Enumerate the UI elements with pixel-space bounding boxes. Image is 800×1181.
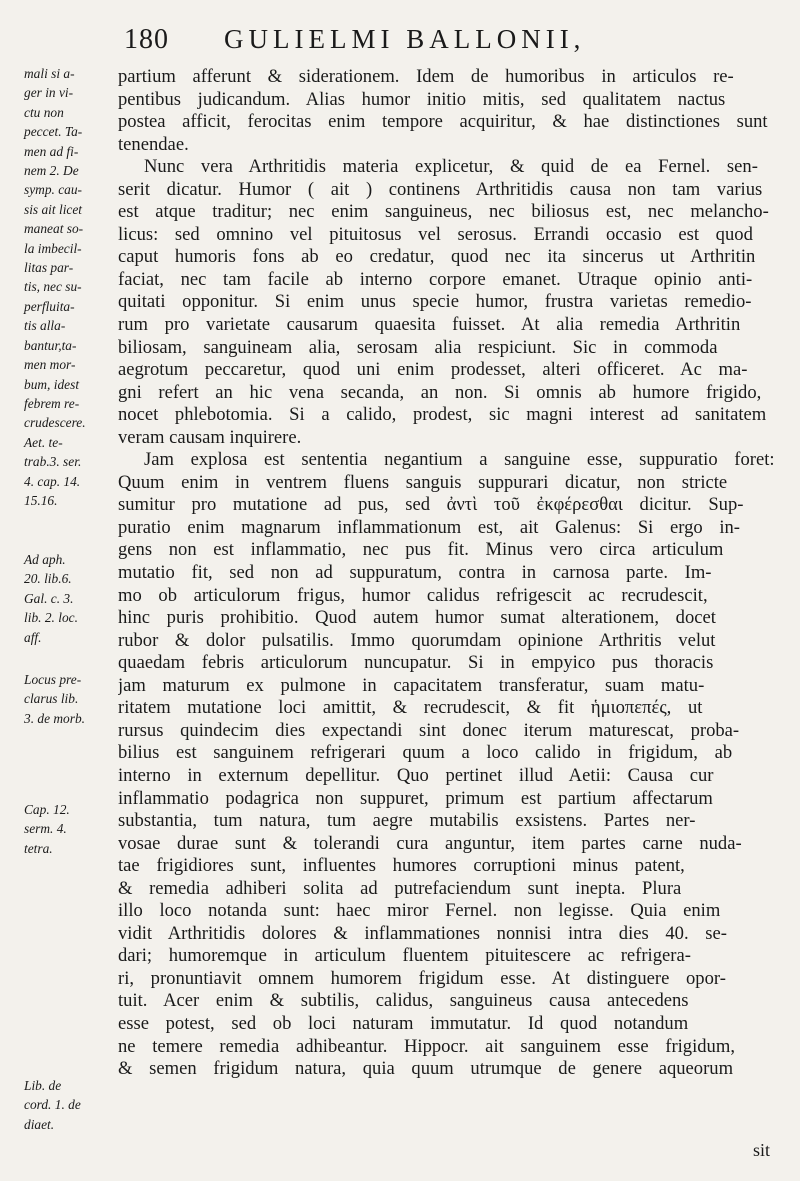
text-line: ritatem mutatione loci amittit, & recrudescit, & fit ἡμιοπεπές, ut [118, 697, 703, 719]
text-line: serit dicatur. Humor ( ait ) continens Arthritidis causa non tam varius [118, 178, 763, 200]
text-line: illo loco notanda sunt: haec miror Fernel. non legisse. Quia enim [118, 900, 721, 922]
margin-note: Locus pre- clarus lib. 3. de morb. [24, 672, 85, 726]
text-line: hinc puris prohibitio. Quod autem humor sumat alterationem, docet [118, 607, 716, 629]
margin-note: mali si a- ger in vi- ctu non peccet. Ta- men ad fi- nem 2. De symp. cau- sis ait licet maneat so- la imbecil- litas par- tis, nec su- perfluita- tis alla- bantur,ta- men mor- bum, idest febrem re- crudescere. Aet. te- trab.3. ser. 4. cap. 14. 15.16. [24, 66, 86, 508]
text-line: interno in externum depellitur. Quo pertinet illud Aetii: Causa cur [118, 764, 714, 786]
text-line: Quum enim in ventrem fluens sanguis suppurari dicatur, non stricte [118, 471, 728, 493]
text-line: substantia, tum natura, tum aegre mutabilis exsistens. Partes ner- [118, 810, 696, 832]
text-line: caput humoris fons ab eo credatur, quod nec ita sincerus ut Arthritin [118, 246, 756, 268]
text-line: ri, pronuntiavit omnem humorem frigidum esse. At distinguere opor- [118, 967, 726, 989]
text-line: rursus quindecim dies expectandi sint donec iterum maturescat, proba- [118, 719, 740, 741]
text-line: licus: sed omnino vel pituitosus vel serosus. Errandi occasio est quod [118, 223, 753, 245]
text-line: veram causam inquirere. [118, 426, 302, 448]
text-line: aegrotum peccaretur, quod uni enim prodesset, alteri officeret. Ac ma- [118, 359, 748, 381]
text-line: Nunc vera Arthritidis materia explicetur, & quid de ea Fernel. sen- [144, 156, 758, 178]
text-line: biliosam, sanguineam alia, serosam alia respiciunt. Sic in commoda [118, 336, 718, 358]
text-line: quaedam febris articulorum nuncupatur. Si in empyico pus thoracis [118, 652, 714, 674]
text-line [118, 1081, 778, 1104]
text-line: postea afficit, ferocitas enim tempore acquiritur, & hae distinctiones sunt [118, 111, 768, 133]
catchword: sit [752, 1140, 770, 1160]
text-line: tuit. Acer enim & subtilis, calidus, sanguineus causa antecedens [118, 990, 689, 1012]
text-line: vosae durae sunt & tolerandi cura anguntur, item partes carne nuda- [118, 832, 742, 854]
text-line: & semen frigidum natura, quia quum utrumque de genere aqueorum [118, 1058, 734, 1080]
margin-note: Ad aph. 20. lib.6. Gal. c. 3. lib. 2. loc. aff. [24, 552, 78, 645]
text-line: est atque traditur; nec enim sanguineus, nec biliosus est, nec melancho- [118, 201, 769, 223]
text-line: tenendae. [118, 133, 189, 155]
text-line: Jam explosa est sententia negantium a sanguine esse, suppuratio foret: [144, 449, 775, 471]
text-line: inflammatio podagrica non suppuret, primum est partium affectarum [118, 787, 713, 809]
text-line: ne temere remedia adhibeantur. Hippocr. ait sanguinem esse frigidum, [118, 1035, 735, 1057]
text-line: puratio enim magnarum inflammationum est, ait Galenus: Si ergo in- [118, 516, 740, 538]
page-number: 180 [124, 24, 169, 55]
text-line: tae frigidiores sunt, influentes humores corruptioni minus patent, [118, 855, 685, 877]
text-line: bilius est sanguinem refrigerari quum a loco calido in frigidum, ab [118, 742, 733, 764]
running-title: GULIELMI BALLONII, [224, 24, 586, 54]
text-line: faciat, nec tam facile ab interno corpore emanet. Utraque opinio anti- [118, 268, 753, 290]
page-header [124, 22, 764, 58]
text-line: rum pro varietate causarum quaesita fuisset. At alia remedia Arthritin [118, 314, 741, 336]
text-line: mo ob articulorum frigus, humor calidus refrigescit ac recrudescit, [118, 584, 708, 606]
text-line: quitati opponitur. Si enim unus specie humor, frustra varietas remedio- [118, 291, 752, 313]
text-line: mutatio fit, sed non ad suppuratum, contra in carnosa parte. Im- [118, 562, 712, 584]
text-line: partium afferunt & siderationem. Idem de humoribus in articulos re- [118, 66, 734, 87]
margin-note: Cap. 12. serm. 4. tetra. [24, 802, 70, 856]
text-line: rubor & dolor pulsatilis. Immo quorumdam opinione Arthritis velut [118, 629, 716, 651]
text-line: sumitur pro mutatione ad pus, sed ἀντὶ τοῦ ἐκφέρεσθαι dicitur. Sup- [118, 494, 744, 516]
margin-note: Lib. de cord. 1. de diaet. [24, 1078, 81, 1132]
text-line: gni refert an hic vena secanda, an non. Si omnis ab humore frigido, [118, 381, 762, 403]
text-line: jam maturum ex pulmone in capacitatem transferatur, suam matu- [118, 674, 705, 696]
text-line: & remedia adhiberi solita ad putrefaciendum sunt inepta. Plura [118, 877, 682, 899]
text-line: gens non est inflammatio, nec pus fit. Minus vero circa articulum [118, 539, 724, 561]
text-line: esse potest, sed ob loci naturam immutatur. Id quod notandum [118, 1012, 689, 1034]
text-line: dari; humoremque in articulum fluentem pituitescere ac refrigera- [118, 945, 691, 967]
body-text [118, 66, 778, 1103]
text-line: nocet phlebotomia. Si a calido, prodest, sic magni interest ad sanitatem [118, 404, 767, 426]
text-line: pentibus judicandum. Alias humor initio mitis, sed qualitatem nactus [118, 88, 726, 110]
text-line: vidit Arthritidis dolores & inflammationes nonnisi intra dies 40. se- [118, 922, 727, 944]
